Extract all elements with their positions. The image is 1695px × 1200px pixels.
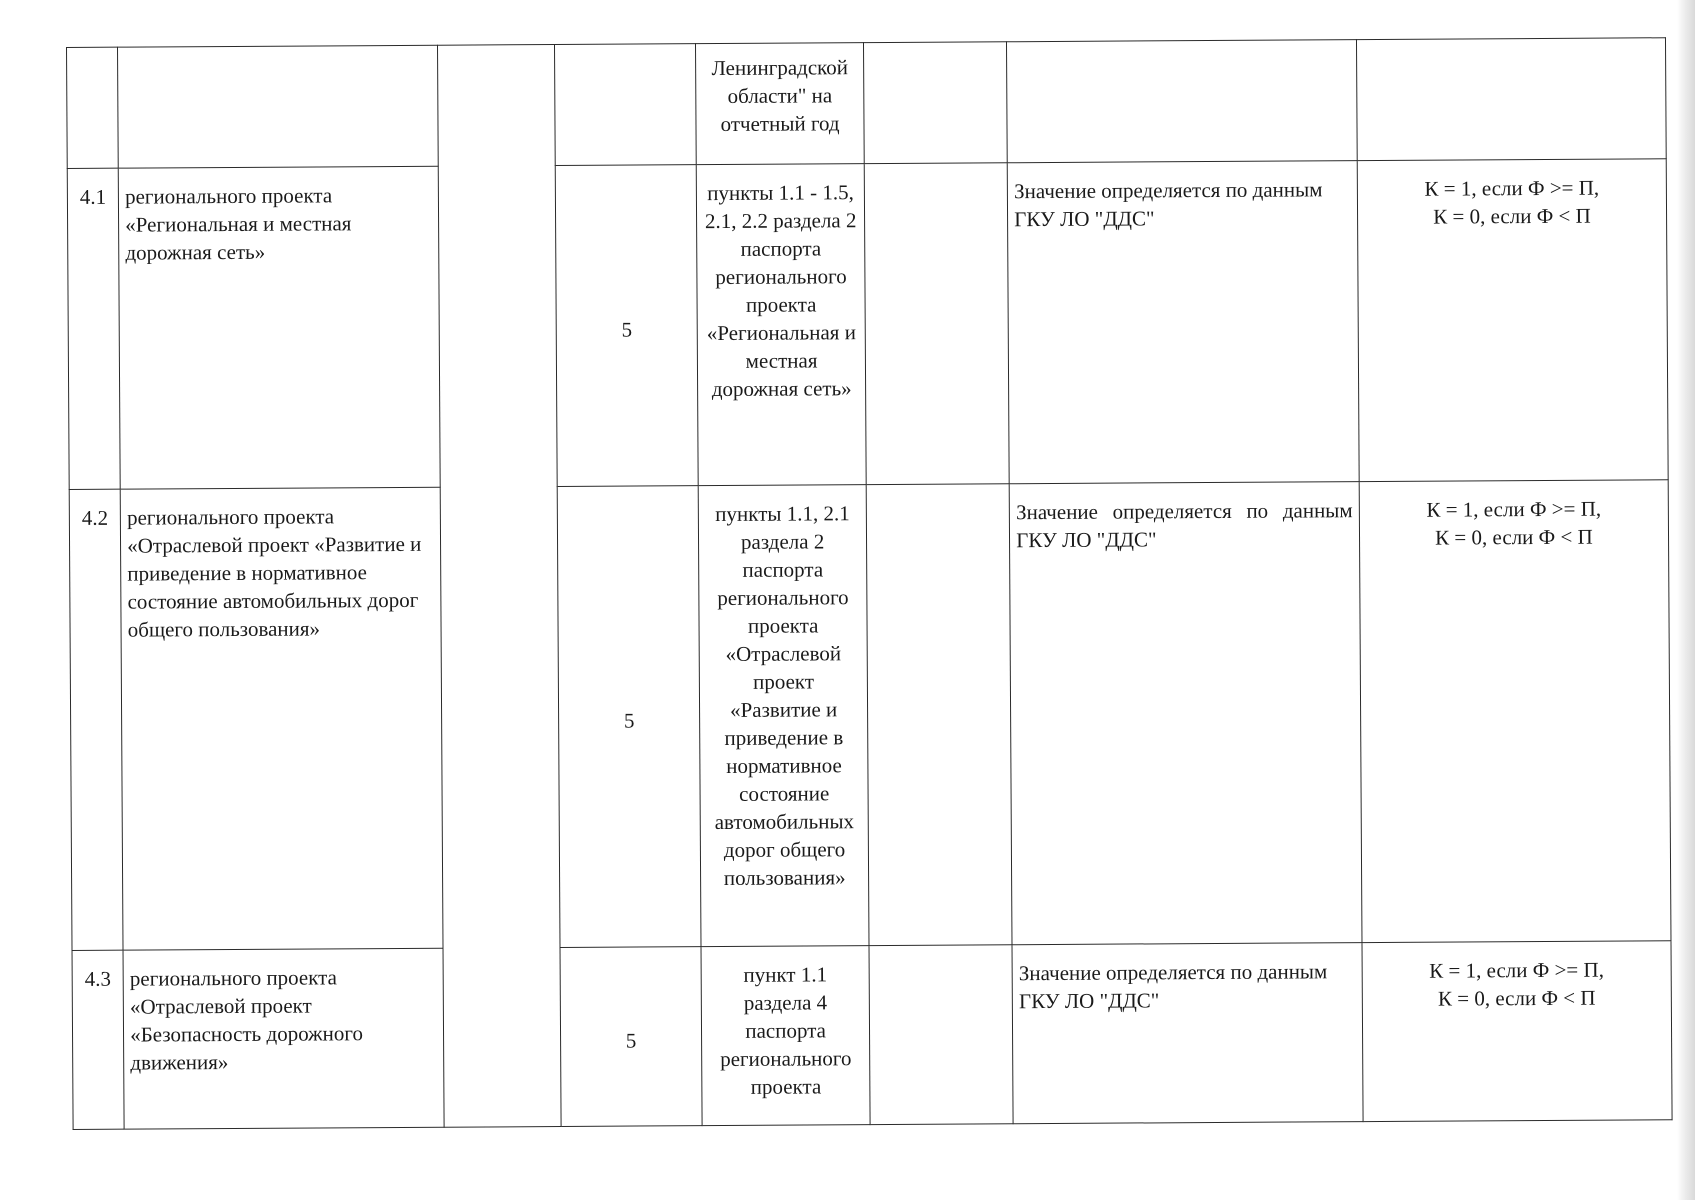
formula [1362,941,1672,1122]
formula-line: К = 0, если Ф < П [1433,203,1591,229]
source-reference: пункт 1.1 раздела 4 паспорта регионального проекта [701,946,871,1126]
formula [1359,480,1671,943]
formula-line: К = 0, если Ф < П [1437,985,1596,1011]
table-row [67,159,1668,490]
formula-line: К = 1, если Ф >= П, [1426,496,1602,522]
cell-weight [555,44,696,166]
project-name: регионального проекта «Отраслевой проект «Безопасность дорожного движения» [123,948,444,1129]
calculation-method: Значение определяется по данным ГКУ ЛО "ДДС" [1012,943,1363,1124]
calculation-method: Значение определяется по данным ГКУ ЛО "ДДС" [1007,161,1359,484]
row-number: 4.1 [67,168,120,489]
formula [1357,159,1668,482]
indicator-table [66,37,1673,1130]
project-name: регионального проекта «Отраслевой проект «Развитие и приведение в нормативное состояние автомобильных дорог общего пользования» [120,487,443,950]
cell-merged-blank [437,45,561,1128]
cell-name [118,45,439,168]
formula-line: К = 1, если Ф >= П, [1429,957,1604,983]
cell-method [1007,40,1357,163]
row-number: 4.2 [69,489,123,950]
table-row-continuation [67,38,1667,169]
cell-formula [1356,38,1666,161]
weight-value: 5 [560,947,702,1127]
source-reference: пункты 1.1 - 1.5, 2.1, 2.2 раздела 2 паспорта регионального проекта «Региональная и местная дорожная сеть» [696,164,866,486]
cell-source: Ленинградской области" на отчетный год [695,43,864,165]
source-reference: пункты 1.1, 2.1 раздела 2 паспорта регионального проекта «Отраслевой проект «Развитие и приведение в нормативное состояние автомобильных дорог общего пользования» [698,485,869,947]
table-row [72,941,1672,1130]
cell-num [67,47,119,168]
weight-value: 5 [555,165,698,487]
cell-blank [867,484,1013,946]
formula-line: К = 1, если Ф >= П, [1424,175,1600,201]
cell-blank [864,42,1008,164]
cell-blank [865,163,1010,485]
scanned-page-edge [1677,0,1695,1200]
cell-blank [869,945,1013,1125]
weight-value: 5 [557,486,701,948]
table-row [69,480,1671,951]
calculation-method: Значение определяется по данным ГКУ ЛО "ДДС" [1009,482,1361,945]
row-number: 4.3 [72,950,124,1129]
formula-line: К = 0, если Ф < П [1435,524,1593,550]
project-name: регионального проекта «Региональная и местная дорожная сеть» [118,166,440,489]
